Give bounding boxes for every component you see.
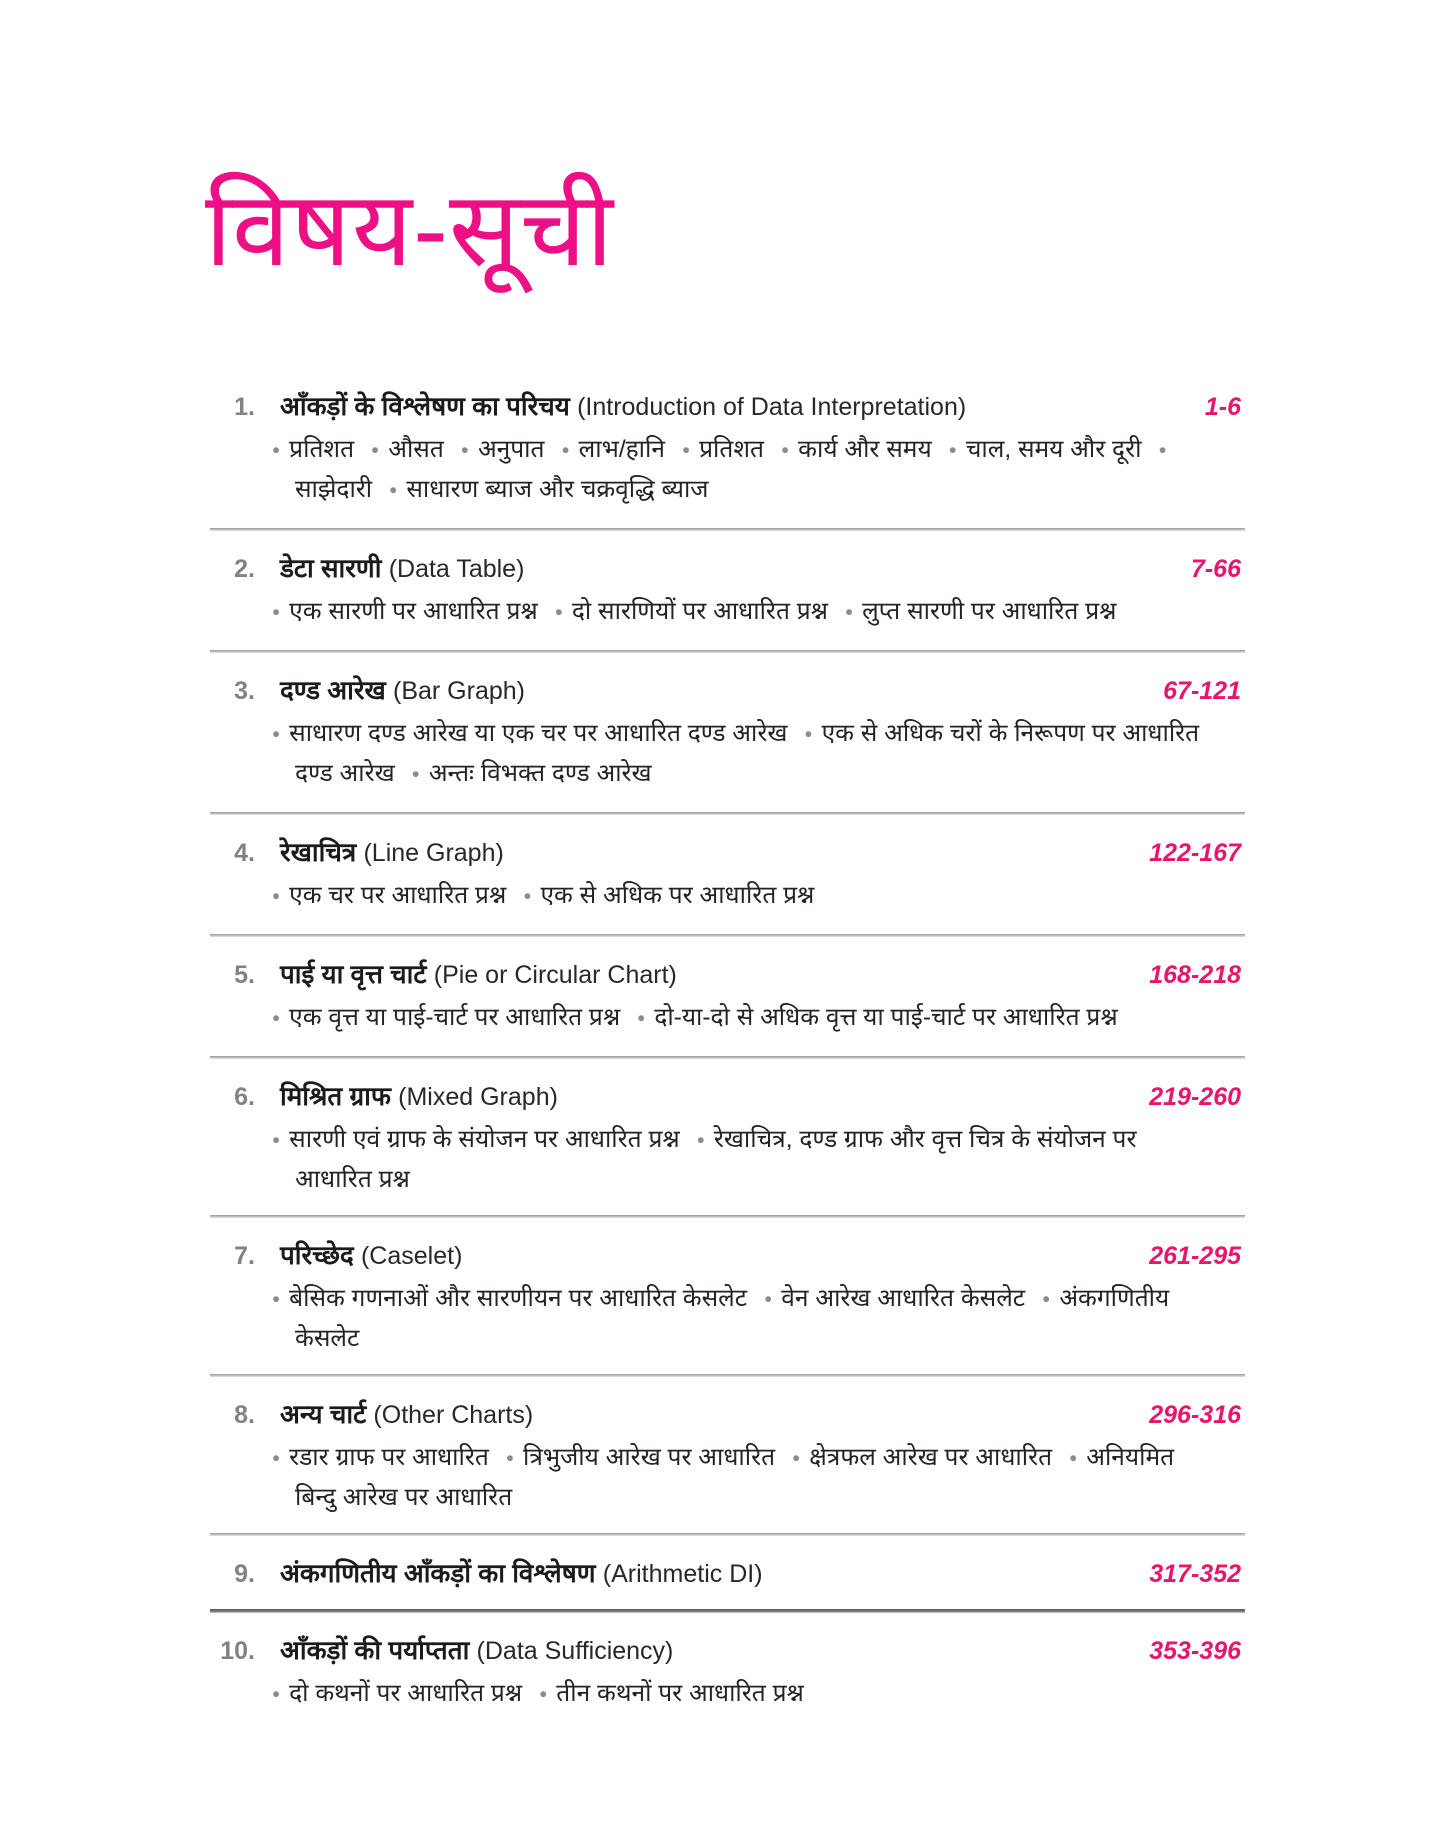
bullet-icon: ●	[523, 888, 532, 903]
entry-title-english: (Bar Graph)	[393, 677, 525, 705]
entry-title-english: (Arithmetic DI)	[602, 1560, 763, 1588]
bullet-icon: ●	[561, 442, 570, 457]
bullet-icon: ●	[272, 888, 281, 903]
entry-title	[280, 550, 1191, 587]
entry-page-range: 1-6	[1204, 393, 1241, 421]
topic: चाल, समय और दूरी	[965, 436, 1142, 463]
entry-page-range: 296-316	[1149, 1401, 1241, 1429]
bullet-icon: ●	[389, 482, 398, 497]
bullet-icon: ●	[272, 1291, 281, 1306]
topic: औसत	[388, 436, 444, 463]
topic: वेन आरेख आधारित केसलेट	[781, 1285, 1026, 1312]
entry-title	[280, 1237, 1149, 1274]
entry-heading	[210, 1632, 1245, 1669]
bullet-icon: ●	[539, 1686, 548, 1701]
entry-number: 10.	[220, 1637, 255, 1665]
toc-entry-6	[210, 1078, 1245, 1198]
entry-page-range: 261-295	[1149, 1242, 1241, 1270]
topic: एक से अधिक चरों के निरूपण पर आधारित दण्ड आरेख	[295, 720, 1200, 787]
entry-number: 9.	[234, 1560, 255, 1588]
bullet-icon: ●	[272, 1686, 281, 1701]
page-title: विषय-सूची	[205, 172, 615, 288]
entry-number: 6.	[234, 1083, 255, 1111]
entry-title	[280, 834, 1149, 871]
topic: प्रतिशत	[289, 436, 355, 463]
topic: साधारण दण्ड आरेख या एक चर पर आधारित दण्ड आरेख	[289, 720, 788, 747]
topic: लुप्त सारणी पर आधारित प्रश्न	[862, 598, 1117, 625]
topic: दो कथनों पर आधारित प्रश्न	[289, 1680, 523, 1707]
toc-entry-7	[210, 1237, 1245, 1357]
entry-title-english: (Introduction of Data Interpretation)	[577, 393, 967, 421]
entry-number: 7.	[234, 1242, 255, 1270]
divider	[210, 934, 1245, 937]
entry-title-english: (Data Table)	[388, 555, 525, 583]
bullet-icon: ●	[764, 1291, 773, 1306]
divider	[210, 650, 1245, 653]
entry-number: 4.	[234, 839, 255, 867]
topic: एक वृत्त या पाई-चार्ट पर आधारित प्रश्न	[289, 1004, 621, 1031]
divider	[210, 1056, 1245, 1059]
topic: एक चर पर आधारित प्रश्न	[289, 882, 507, 909]
topic: रडार ग्राफ पर आधारित	[289, 1444, 489, 1471]
entry-heading	[210, 388, 1245, 425]
topic: बेसिक गणनाओं और सारणीयन पर आधारित केसलेट	[289, 1285, 748, 1312]
entry-title	[280, 1078, 1149, 1115]
bullet-icon: ●	[1158, 442, 1167, 457]
bullet-icon: ●	[637, 1010, 646, 1025]
topic: अनुपात	[477, 436, 545, 463]
entry-topics	[210, 431, 1220, 511]
topic: रेखाचित्र, दण्ड ग्राफ और वृत्त चित्र के संयोजन पर आधारित प्रश्न	[295, 1126, 1137, 1193]
divider	[210, 1533, 1245, 1536]
entry-page-range: 353-396	[1149, 1637, 1241, 1665]
bullet-icon: ●	[272, 1132, 281, 1147]
bullet-icon: ●	[460, 442, 469, 457]
entry-title-english: (Line Graph)	[363, 839, 504, 867]
topic: कार्य और समय	[798, 436, 932, 463]
toc-entry-5	[210, 956, 1245, 1039]
topic: तीन कथनों पर आधारित प्रश्न	[556, 1680, 804, 1707]
bullet-icon: ●	[1042, 1291, 1051, 1306]
topic: लाभ/हानि	[578, 436, 665, 463]
topic: दो-या-दो से अधिक वृत्त या पाई-चार्ट पर आधारित प्रश्न	[654, 1004, 1118, 1031]
entry-page-range: 122-167	[1149, 839, 1241, 867]
bullet-icon: ●	[272, 1010, 281, 1025]
entry-page-range: 168-218	[1149, 961, 1241, 989]
bullet-icon: ●	[371, 442, 380, 457]
divider	[210, 1609, 1245, 1613]
entry-heading	[210, 1555, 1245, 1592]
entry-title	[280, 672, 1163, 709]
topic: सारणी एवं ग्राफ के संयोजन पर आधारित प्रश्न	[289, 1126, 680, 1153]
entry-title-hindi: रेखाचित्र	[280, 837, 357, 867]
bullet-icon: ●	[272, 442, 281, 457]
entry-topics	[210, 999, 1220, 1039]
toc-entry-3	[210, 672, 1245, 795]
bullet-icon: ●	[272, 726, 281, 741]
bullet-icon: ●	[505, 1450, 514, 1465]
bullet-icon: ●	[781, 442, 790, 457]
bullet-icon: ●	[272, 1450, 281, 1465]
entry-title-hindi: अंकगणितीय आँकड़ों का विश्लेषण	[280, 1558, 596, 1588]
entry-title-hindi: अन्य चार्ट	[280, 1399, 367, 1429]
entry-title-english: (Pie or Circular Chart)	[433, 961, 677, 989]
entry-number: 5.	[234, 961, 255, 989]
entry-page-range: 67-121	[1163, 677, 1241, 705]
entry-number: 2.	[234, 555, 255, 583]
table-of-contents	[210, 388, 1245, 1715]
entry-heading	[210, 550, 1245, 587]
bullet-icon: ●	[844, 604, 854, 619]
entry-title-english: (Mixed Graph)	[398, 1083, 558, 1111]
divider	[210, 528, 1245, 531]
entry-title	[280, 1396, 1149, 1433]
toc-entry-2	[210, 550, 1245, 633]
bullet-icon: ●	[792, 1450, 801, 1465]
topic: एक से अधिक पर आधारित प्रश्न	[540, 882, 815, 909]
topic: साधारण ब्याज और चक्रवृद्धि ब्याज	[406, 476, 709, 503]
entry-topics	[210, 1121, 1220, 1198]
entry-title-hindi: डेटा सारणी	[280, 553, 382, 583]
divider	[210, 812, 1245, 815]
entry-heading	[210, 1396, 1245, 1433]
bullet-icon: ●	[948, 442, 957, 457]
entry-topics	[210, 715, 1220, 795]
toc-entry-10	[210, 1632, 1245, 1715]
entry-page-range: 317-352	[1149, 1560, 1241, 1588]
entry-title-english: (Caselet)	[360, 1242, 463, 1270]
entry-title	[280, 388, 1205, 425]
entry-heading	[210, 834, 1245, 871]
toc-entry-1	[210, 388, 1245, 511]
entry-page-range: 7-66	[1190, 555, 1241, 583]
bullet-icon: ●	[272, 604, 281, 619]
topic: अन्तः विभक्त दण्ड आरेख	[428, 760, 652, 787]
divider	[210, 1215, 1245, 1218]
entry-title-hindi: परिच्छेद	[280, 1240, 354, 1270]
entry-title	[280, 1555, 1149, 1592]
entry-heading	[210, 672, 1245, 709]
topic: अनियमित बिन्दु आरेख पर आधारित	[295, 1444, 1175, 1511]
entry-number: 3.	[234, 677, 255, 705]
entry-topics	[210, 877, 1220, 917]
topic: प्रतिशत	[699, 436, 764, 463]
entry-title-hindi: पाई या वृत्त चार्ट	[280, 959, 427, 989]
entry-title	[280, 956, 1149, 993]
entry-title	[280, 1632, 1149, 1669]
entry-topics	[210, 593, 1220, 633]
bullet-icon: ●	[554, 604, 563, 619]
toc-entry-9	[210, 1555, 1245, 1592]
entry-title-hindi: आँकड़ों के विश्लेषण का परिचय	[280, 391, 570, 421]
entry-topics	[210, 1439, 1220, 1516]
bullet-icon: ●	[804, 726, 813, 741]
bullet-icon: ●	[1069, 1450, 1078, 1465]
entry-title-hindi: आँकड़ों की पर्याप्तता	[280, 1635, 470, 1665]
divider	[210, 1374, 1245, 1377]
toc-entry-8	[210, 1396, 1245, 1516]
entry-page-range: 219-260	[1149, 1083, 1241, 1111]
bullet-icon: ●	[681, 442, 691, 457]
entry-heading	[210, 1237, 1245, 1274]
bullet-icon: ●	[411, 766, 420, 781]
entry-topics	[210, 1280, 1220, 1357]
entry-number: 1.	[234, 393, 255, 421]
entry-title-hindi: दण्ड आरेख	[280, 675, 386, 705]
topic: दो सारणियों पर आधारित प्रश्न	[571, 598, 828, 625]
topic: साझेदारी	[295, 476, 373, 503]
topic: क्षेत्रफल आरेख पर आधारित	[809, 1444, 1053, 1471]
entry-number: 8.	[234, 1401, 255, 1429]
toc-entry-4	[210, 834, 1245, 917]
bullet-icon: ●	[696, 1132, 705, 1147]
topic: त्रिभुजीय आरेख पर आधारित	[523, 1444, 776, 1471]
entry-title-hindi: मिश्रित ग्राफ	[280, 1081, 391, 1111]
entry-topics	[210, 1675, 1220, 1715]
entry-heading	[210, 956, 1245, 993]
entry-heading	[210, 1078, 1245, 1115]
entry-title-english: (Data Sufficiency)	[476, 1637, 674, 1665]
topic: अंकगणितीय केसलेट	[295, 1285, 1170, 1352]
entry-title-english: (Other Charts)	[373, 1401, 534, 1429]
topic: एक सारणी पर आधारित प्रश्न	[289, 598, 538, 625]
